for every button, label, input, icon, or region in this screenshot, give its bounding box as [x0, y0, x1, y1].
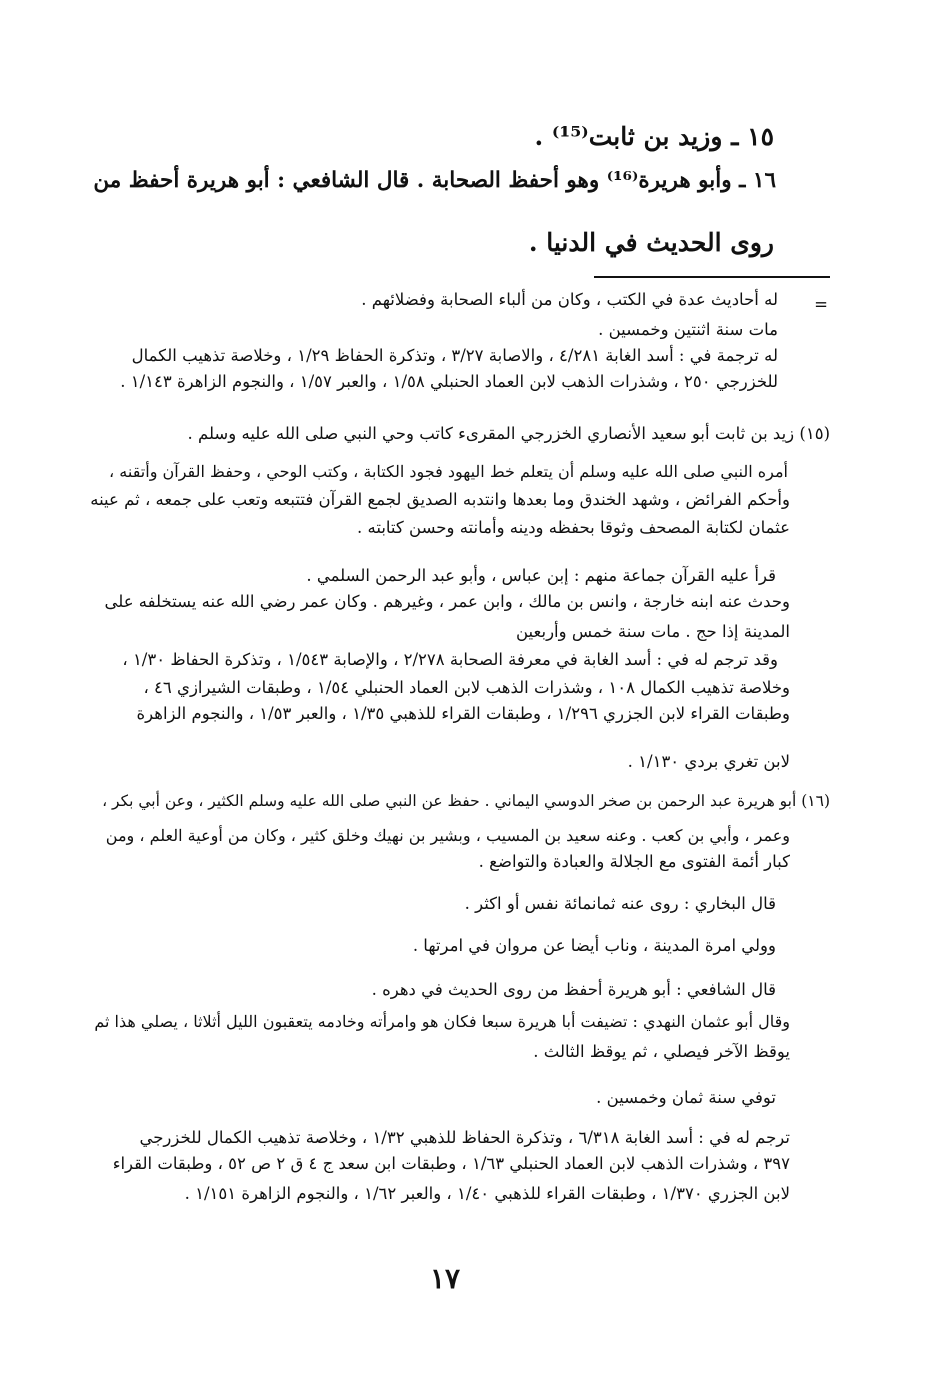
main-line-1: ١٥ ـ وزيد بن ثابت⁽¹⁵⁾ . [534, 122, 774, 151]
main-line-3: روى الحديث في الدنيا . [528, 228, 774, 257]
footnote-line: وحدث عنه ابنه خارجة ، وانس بن مالك ، وابن عمر ، وغيرهم . وكان عمر رضي الله عنه يستخلفه على [104, 592, 790, 611]
footnote-line: وولي امرة المدينة ، وناب أيضا عن مروان في امرتها . [412, 936, 776, 955]
footnote-line: كبار أئمة الفتوى مع الجلالة والعبادة والتواضع . [478, 852, 790, 871]
footnote-line: وخلاصة تذهيب الكمال ١٠٨ ، وشذرات الذهب لابن العماد الحنبلي ١/٥٤ ، وطبقات الشيرازي ٤٦ ، [143, 678, 790, 697]
footnote-line: لابن الجزري ١/٣٧٠ ، وطبقات القراء للذهبي ١/٤٠ ، والعبر ١/٦٢ ، والنجوم الزاهرة ١/١٥١ . [184, 1184, 790, 1203]
footnote-16-heading: (١٦) أبو هريرة عبد الرحمن بن صخر الدوسي اليماني . حفظ عن النبي صلى الله عليه وسلم الكثير ، وعن أبي بكر ، [102, 792, 830, 810]
footnote-line: وقال أبو عثمان النهدي : تضيفت أبا هريرة سبعا فكان هو وامرأته وخادمه يتعقبون الليل أثلاثا ، يصلي هذا ثم [94, 1012, 790, 1031]
footnote-continuation-marker: = [814, 295, 828, 314]
footnote-line: مات سنة اثنتين وخمسين . [598, 320, 778, 339]
footnote-line: وأحكم الفرائض ، وشهد الخندق وما بعدها وانتدبه الصديق لجمع القرآن فتتبعه وتعب على جمعه ، ثم عينه [90, 490, 790, 509]
footnote-line: وطبقات القراء لابن الجزري ١/٢٩٦ ، وطبقات القراء للذهبي ١/٣٥ ، والعبر ١/٥٣ ، والنجوم الزاهرة [136, 704, 790, 723]
footnote-line: قال الشافعي : أبو هريرة أحفظ من روى الحديث في دهره . [371, 980, 776, 999]
footnote-line: ترجم له في : أسد الغابة ٦/٣١٨ ، وتذكرة الحفاظ للذهبي ١/٣٢ ، وخلاصة تذهيب الكمال للخزرجي [139, 1128, 790, 1147]
footnote-line: لابن تغري بردي ١/١٣٠ . [627, 752, 790, 771]
footnote-line: ٣٩٧ ، وشذرات الذهب لابن العماد الحنبلي ١/٦٣ ، وطبقات ابن سعد ج ٤ ق ٢ ص ٥٢ ، وطبقات القراء [112, 1154, 790, 1173]
footnote-line: قال البخاري : روى عنه ثمانمائة نفس أو اكثر . [464, 894, 776, 913]
footnote-line: وعمر ، وأبي بن كعب . وعنه سعيد بن المسيب ، وبشير بن نهيك وخلق كثير ، وكان من أوعية العلم ، ومن [105, 826, 790, 845]
footnote-line: توفي سنة ثمان وخمسين . [596, 1088, 776, 1107]
footnote-line: أمره النبي صلى الله عليه وسلم أن يتعلم خط اليهود فجود الكتابة ، وكتب الوحي ، وحفظ القرآن وأتقنه ، [109, 462, 788, 481]
footnote-line: للخزرجي ٢٥٠ ، وشذرات الذهب لابن العماد الحنبلي ١/٥٨ ، والعبر ١/٥٧ ، والنجوم الزاهرة ١/١٤٣ . [120, 372, 778, 391]
main-line-2: ١٦ ـ وأبو هريرة⁽¹⁶⁾ وهو أحفظ الصحابة . قال الشافعي : أبو هريرة أحفظ من [93, 168, 776, 193]
footnote-line: له ترجمة في : أسد الغابة ٤/٢٨١ ، والاصابة ٣/٢٧ ، وتذكرة الحفاظ ١/٢٩ ، وخلاصة تذهيب الكمال [131, 346, 778, 365]
footnote-line: يوقظ الآخر فيصلي ، ثم يوقظ الثالث . [533, 1042, 790, 1061]
footnote-line: له أحاديث عدة في الكتب ، وكان من ألباء الصحابة وفضلائهم . [361, 290, 778, 309]
footnote-line: قرأ عليه القرآن جماعة منهم : إبن عباس ، وأبو عبد الرحمن السلمي . [306, 566, 776, 585]
footnote-line: عثمان لكتابة المصحف وثوقا بحفظه ودينه وأمانته وحسن كتابته . [357, 518, 790, 537]
footnote-15-heading: (١٥) زيد بن ثابت أبو سعيد الأنصاري الخزرجي المقرىء كاتب وحي النبي صلى الله عليه وسلم . [187, 424, 830, 443]
footnote-line: وقد ترجم له في : أسد الغابة في معرفة الصحابة ٢/٢٧٨ ، والإصابة ١/٥٤٣ ، وتذكرة الحفاظ ١/٣٠ ، [122, 650, 778, 669]
footnote-separator [594, 276, 830, 278]
page-number: ١٧ [430, 1262, 461, 1295]
footnote-line: المدينة إذا حج . مات سنة خمس وأربعين [516, 622, 790, 641]
